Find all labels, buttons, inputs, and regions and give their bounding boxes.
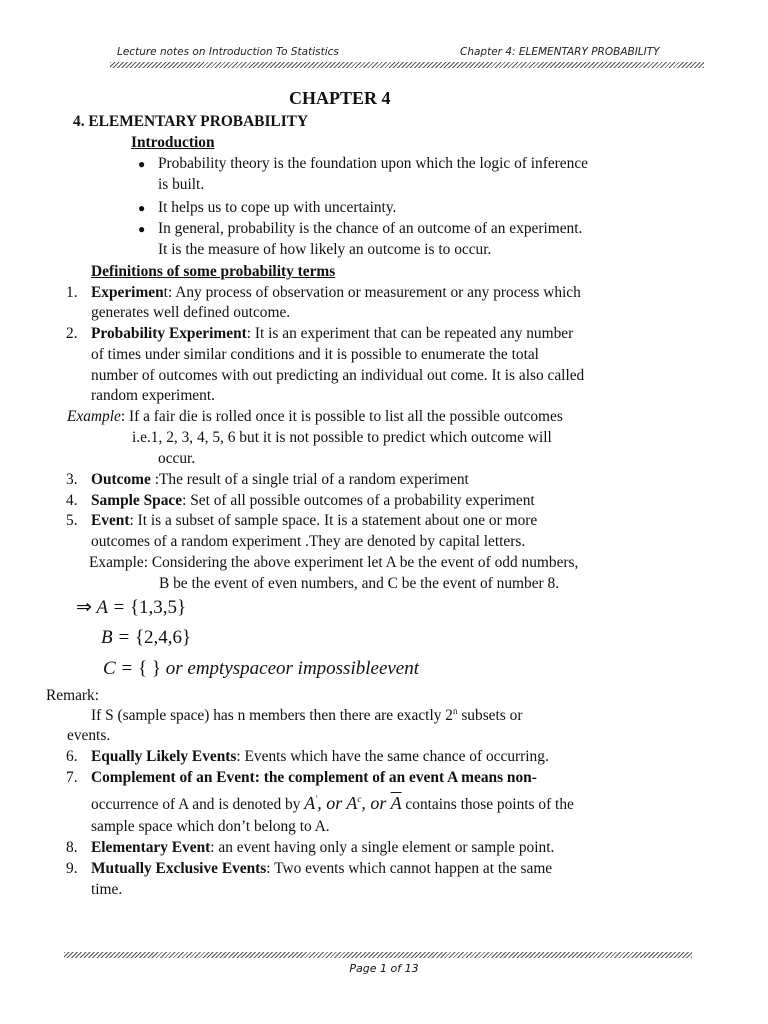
footer-divider	[64, 952, 692, 958]
def-2-line-1: Probability Experiment: It is an experiment that can be repeated any number	[91, 325, 574, 342]
math-set-c: C = { } or emptyspaceor impossibleevent	[103, 658, 420, 679]
def-2-term: Probability Experiment	[91, 325, 247, 342]
def-6-line: Equally Likely Events: Events which have the same chance of occurring.	[91, 748, 549, 765]
def-4-line: Sample Space: Set of all possible outcomes of a probability experiment	[91, 492, 535, 509]
bullet-icon: ●	[138, 222, 146, 236]
example-label: Example	[67, 408, 121, 425]
example-1-line-2: i.e.1, 2, 3, 4, 5, 6 but it is not possible to predict which outcome will	[132, 429, 552, 446]
math-set-b: B = {2,4,6}	[101, 627, 192, 648]
bullet-icon: ●	[138, 201, 146, 215]
def-7-term: Complement of an Event: the complement of an event A means non-	[91, 769, 537, 786]
example-2-line-2: B be the event of even numbers, and C be the event of number 8.	[159, 575, 560, 592]
def-3-line: Outcome :The result of a single trial of a random experiment	[91, 471, 469, 488]
def-8-number: 8.	[66, 839, 78, 856]
running-header-right: Chapter 4: ELEMENTARY PROBABILITY	[460, 46, 660, 58]
intro-bullet-3-line-1: In general, probability is the chance of an outcome of an experiment.	[158, 220, 583, 237]
remark-line-2: events.	[67, 727, 111, 744]
section-heading	[73, 112, 308, 132]
math-set-a: ⇒ A = {1,3,5}	[76, 597, 187, 618]
def-6-number: 6.	[66, 748, 78, 765]
def-3-term: Outcome	[91, 471, 151, 488]
intro-bullet-3-line-2: It is the measure of how likely an outcome is to occur.	[158, 241, 492, 258]
def-9-line-2: time.	[91, 881, 123, 898]
def-5-number: 5.	[66, 512, 78, 529]
def-2-number: 2.	[66, 325, 78, 342]
def-2-line-2: of times under similar conditions and it is possible to enumerate the total	[91, 346, 539, 363]
def-7-line-2: occurrence of A and is denoted by A', or $A^c$, or $\overline{A}$ contains those points of the	[91, 793, 574, 813]
def-5-term: Event	[91, 512, 130, 529]
complement-notation: A', or $A^c$, or $\overline{A}$	[304, 793, 402, 813]
def-1-number: 1.	[66, 284, 78, 301]
intro-bullet-1-line-1: Probability theory is the foundation upon which the logic of inference	[158, 155, 588, 172]
header-divider	[110, 62, 704, 68]
remark-label: Remark:	[46, 687, 99, 704]
page-number: Page 1 of 13	[349, 962, 419, 975]
implies-arrow: ⇒	[76, 597, 92, 618]
def-7-line-3: sample space which don’t belong to A.	[91, 818, 330, 835]
def-8-line: Elementary Event: an event having only a single element or sample point.	[91, 839, 555, 856]
def-5-line-1: Event: It is a subset of sample space. It is a statement about one or more	[91, 512, 538, 529]
running-header-left: Lecture notes on Introduction To Statistics	[117, 46, 339, 58]
remark-line-1: If S (sample space) has n members then there are exactly 2$^n$ subsets or	[91, 705, 523, 724]
def-1-line-1: Experiment: Any process of observation or measurement or any process which	[91, 284, 581, 301]
definitions-heading: Definitions of some probability terms	[91, 263, 336, 280]
def-8-term: Elementary Event	[91, 839, 211, 856]
def-6-term: Equally Likely Events	[91, 748, 237, 765]
def-9-term: Mutually Exclusive Events	[91, 860, 267, 877]
example-1-line-1: Example: If a fair die is rolled once it is possible to list all the possible outcomes	[67, 408, 563, 425]
def-5-line-2: outcomes of a random experiment .They are denoted by capital letters.	[91, 533, 526, 550]
def-4-term: Sample Space	[91, 492, 183, 509]
def-2-line-3: number of outcomes with out predicting an individual out come. It is also called	[91, 367, 585, 384]
def-2-line-4: random experiment.	[91, 387, 215, 404]
def-9-number: 9.	[66, 860, 78, 877]
def-1-line-2: generates well defined outcome.	[91, 304, 291, 321]
bullet-icon: ●	[138, 157, 146, 171]
def-3-number: 3.	[66, 471, 78, 488]
example-1-line-3: occur.	[158, 450, 196, 467]
intro-bullet-1-line-2: is built.	[158, 176, 205, 193]
intro-bullet-2-line-1: It helps us to cope up with uncertainty.	[158, 199, 397, 216]
chapter-title: CHAPTER 4	[289, 88, 391, 108]
example-2-line-1: Example: Considering the above experiment let A be the event of odd numbers,	[89, 554, 579, 571]
section-title: ELEMENTARY PROBABILITY	[88, 113, 309, 130]
def-4-number: 4.	[66, 492, 78, 509]
def-9-line-1: Mutually Exclusive Events: Two events which cannot happen at the same	[91, 860, 553, 877]
def-1-term: Experimen	[91, 284, 164, 301]
intro-heading: Introduction	[131, 134, 215, 151]
section-number: 4.	[73, 113, 85, 130]
def-7-number: 7.	[66, 769, 78, 786]
